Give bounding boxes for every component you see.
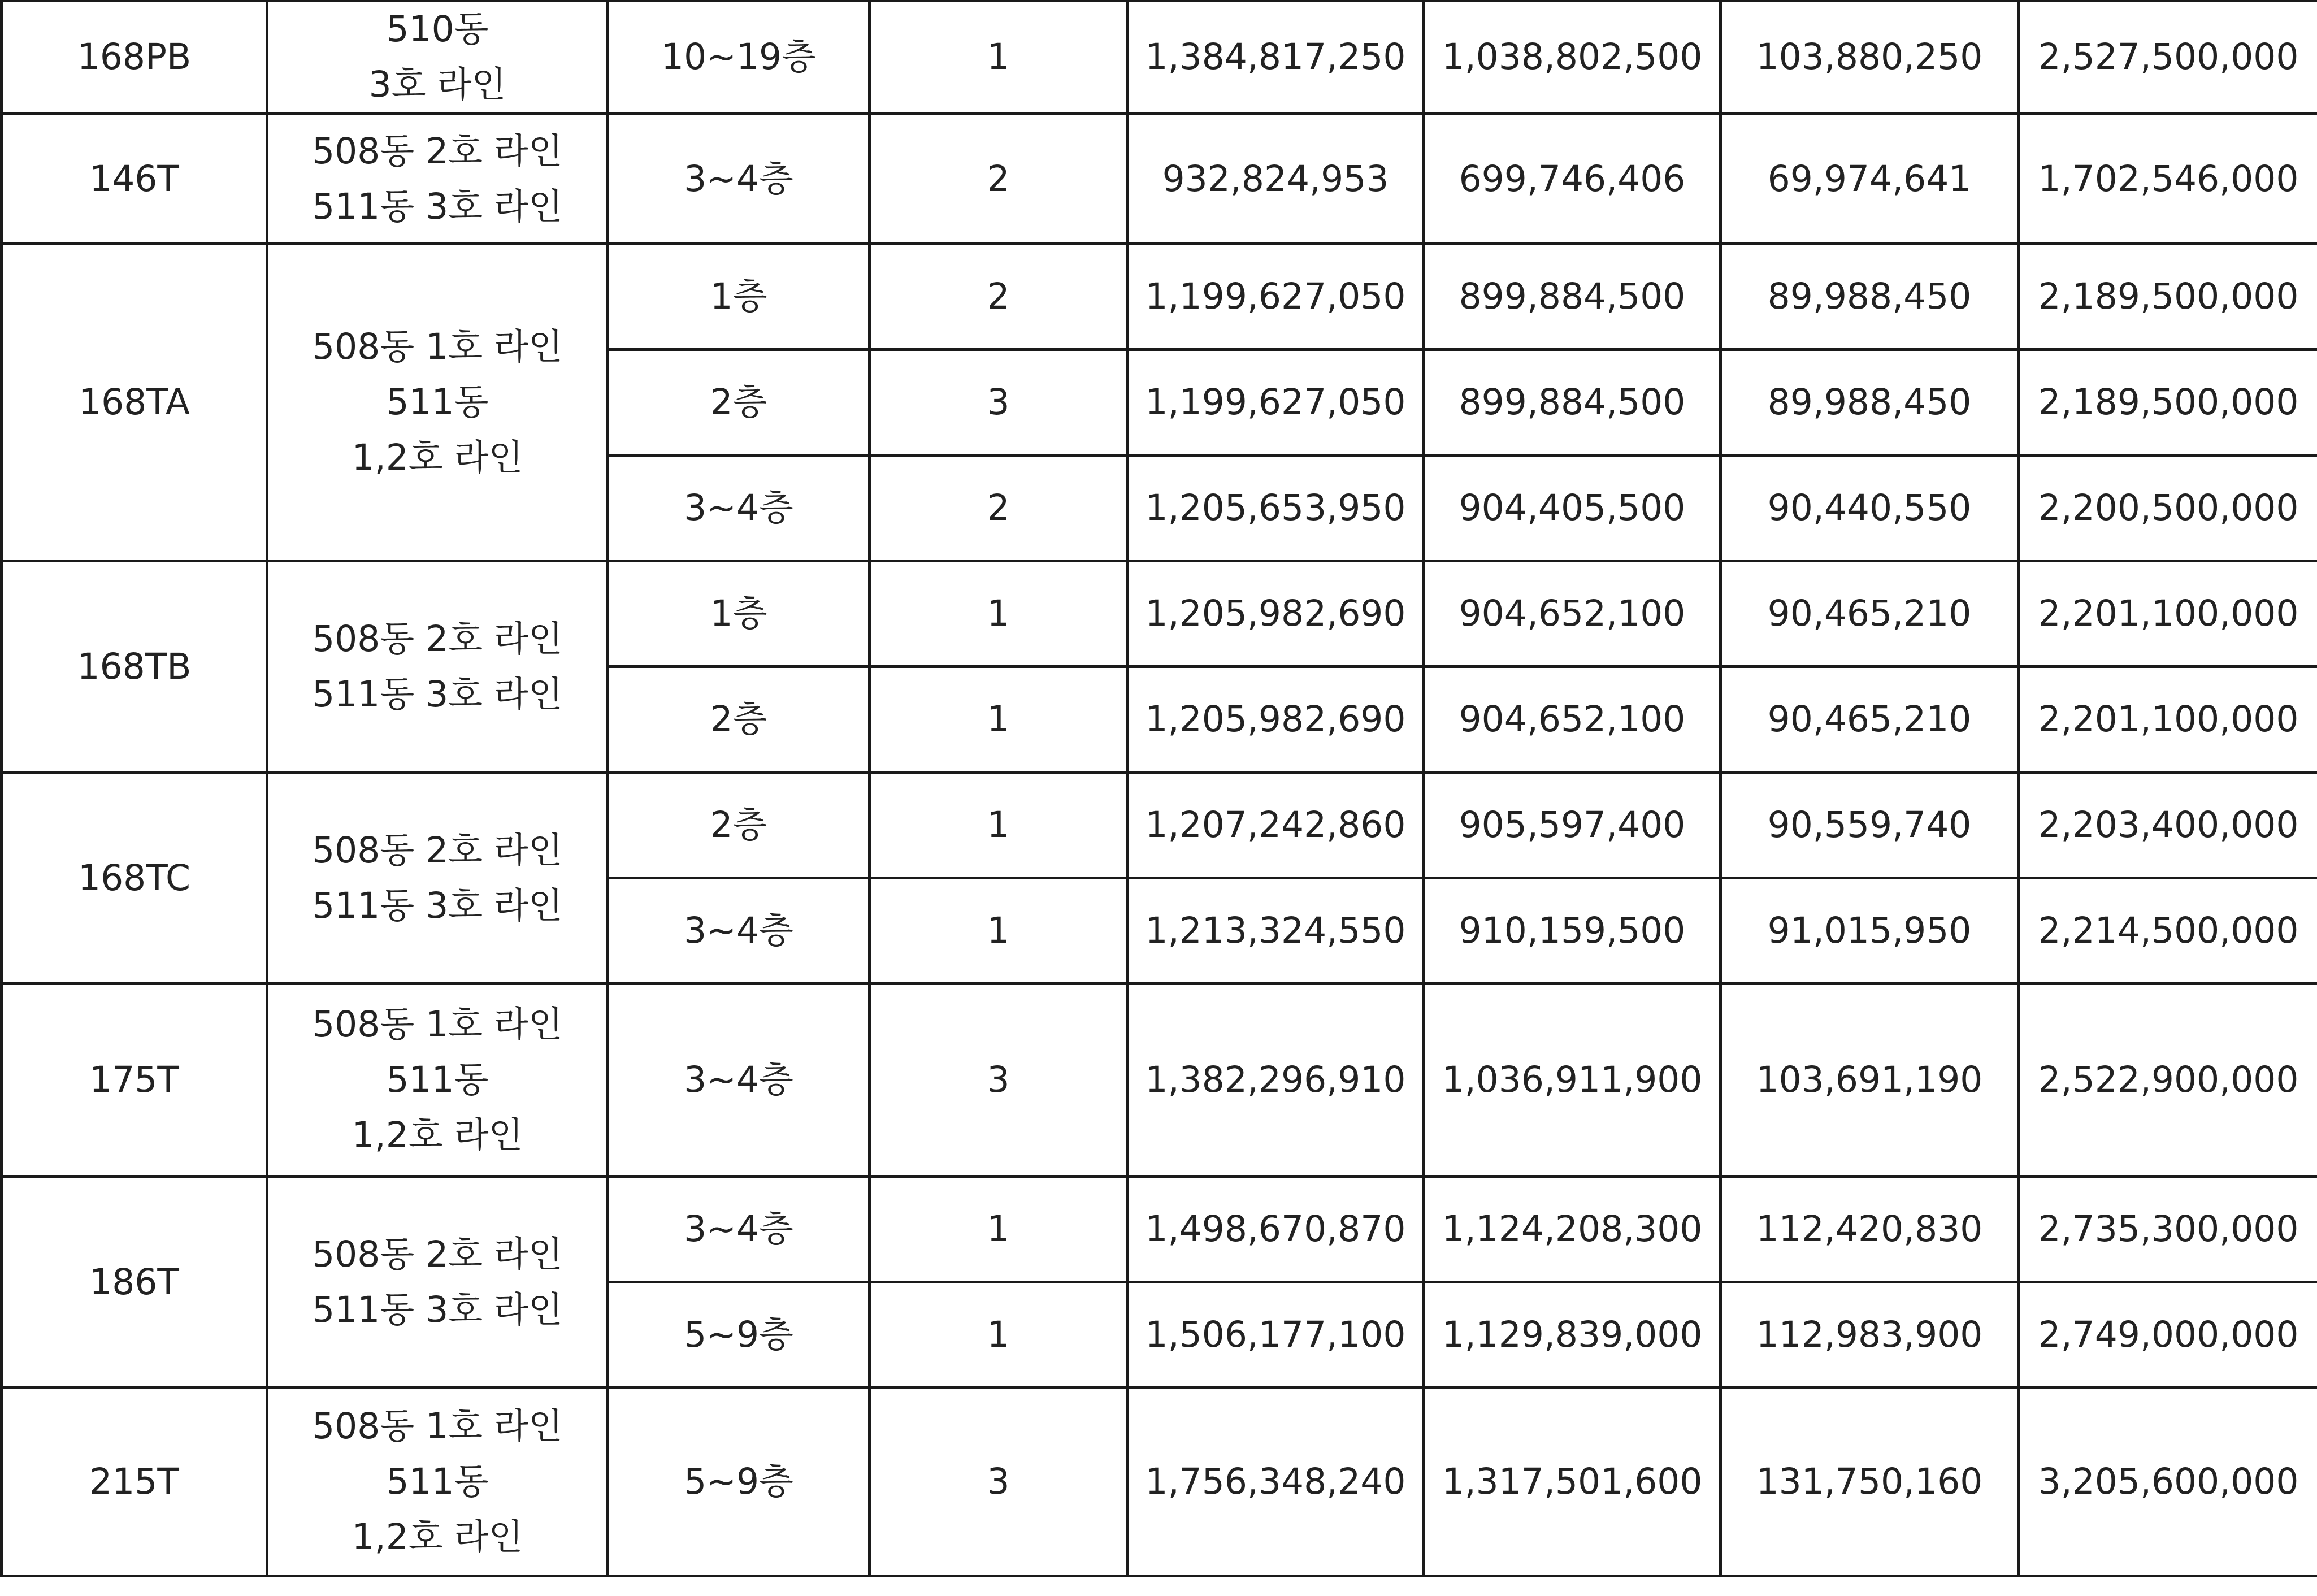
total-price-cell: 2,214,500,000 [2019,878,2317,984]
location-line: 1,2호 라인 [352,437,523,478]
floor-cell: 3~4층 [608,984,870,1177]
unit-type-cell: 146T [2,114,267,244]
unit-type-cell: 186T [2,1177,267,1388]
building-price-cell: 904,652,100 [1424,561,1721,667]
total-price-cell: 2,189,500,000 [2019,244,2317,350]
table-row [2,244,2317,350]
vat-cell: 103,880,250 [1721,1,2019,114]
total-price-cell: 2,527,500,000 [2019,1,2317,114]
floor-cell: 2층 [608,350,870,456]
building-price-cell: 910,159,500 [1424,878,1721,984]
total-price-cell: 3,205,600,000 [2019,1388,2317,1576]
location-cell [267,773,608,984]
location-cell [267,1177,608,1388]
location-line: 511동 3호 라인 [312,1289,563,1330]
floor-cell: 3~4층 [608,1177,870,1282]
location-line: 511동 3호 라인 [312,884,563,926]
units-cell: 1 [870,878,1127,984]
location-line: 511동 [386,381,489,423]
location-line: 508동 2호 라인 [312,1233,563,1275]
land-price-cell: 1,205,982,690 [1127,667,1424,773]
units-cell: 2 [870,114,1127,244]
building-price-cell: 1,036,911,900 [1424,984,1721,1177]
vat-cell: 112,420,830 [1721,1177,2019,1282]
vat-cell: 90,465,210 [1721,667,2019,773]
land-price-cell: 1,506,177,100 [1127,1282,1424,1388]
location-line: 508동 2호 라인 [312,618,563,660]
floor-cell: 3~4층 [608,114,870,244]
building-price-cell: 899,884,500 [1424,350,1721,456]
vat-cell: 91,015,950 [1721,878,2019,984]
total-price-cell: 2,735,300,000 [2019,1177,2317,1282]
total-price-cell: 2,203,400,000 [2019,773,2317,878]
table-body [2,1,2317,1576]
location-cell [267,244,608,561]
floor-cell: 2층 [608,667,870,773]
location-line: 511동 [386,1059,489,1100]
total-price-cell: 2,201,100,000 [2019,561,2317,667]
location-line: 508동 2호 라인 [312,130,563,172]
units-cell: 1 [870,1282,1127,1388]
location-line: 508동 2호 라인 [312,829,563,871]
unit-type-cell: 168TC [2,773,267,984]
vat-cell: 69,974,641 [1721,114,2019,244]
land-price-cell: 1,498,670,870 [1127,1177,1424,1282]
vat-cell: 112,983,900 [1721,1282,2019,1388]
units-cell: 1 [870,773,1127,878]
location-line: 511동 [386,1461,489,1502]
vat-cell: 90,440,550 [1721,456,2019,561]
unit-type-cell: 215T [2,1388,267,1576]
units-cell: 2 [870,456,1127,561]
vat-cell: 103,691,190 [1721,984,2019,1177]
location-line: 511동 3호 라인 [312,185,563,227]
building-price-cell: 699,746,406 [1424,114,1721,244]
total-price-cell: 2,201,100,000 [2019,667,2317,773]
building-price-cell: 904,652,100 [1424,667,1721,773]
unit-type-cell: 175T [2,984,267,1177]
land-price-cell: 1,213,324,550 [1127,878,1424,984]
units-cell: 1 [870,561,1127,667]
total-price-cell: 2,749,000,000 [2019,1282,2317,1388]
floor-cell: 1층 [608,561,870,667]
units-cell: 3 [870,1388,1127,1576]
location-line: 510동 [386,8,489,50]
location-cell [267,561,608,773]
location-cell [267,114,608,244]
table-row [2,561,2317,667]
location-line: 511동 3호 라인 [312,673,563,715]
land-price-cell: 1,199,627,050 [1127,350,1424,456]
land-price-cell: 1,199,627,050 [1127,244,1424,350]
location-cell [267,984,608,1177]
location-line: 508동 1호 라인 [312,326,563,367]
table-row [2,1388,2317,1576]
table-row [2,984,2317,1177]
unit-type-cell: 168TA [2,244,267,561]
location-cell [267,1,608,114]
unit-type-cell: 168PB [2,1,267,114]
floor-cell: 5~9층 [608,1282,870,1388]
land-price-cell: 1,205,653,950 [1127,456,1424,561]
land-price-cell: 1,205,982,690 [1127,561,1424,667]
table-row [2,114,2317,244]
building-price-cell: 899,884,500 [1424,244,1721,350]
total-price-cell: 2,189,500,000 [2019,350,2317,456]
table-row [2,1,2317,114]
vat-cell: 90,559,740 [1721,773,2019,878]
land-price-cell: 1,756,348,240 [1127,1388,1424,1576]
location-line: 1,2호 라인 [352,1114,523,1156]
location-line: 1,2호 라인 [352,1516,523,1558]
units-cell: 1 [870,667,1127,773]
units-cell: 1 [870,1177,1127,1282]
land-price-cell: 1,384,817,250 [1127,1,1424,114]
vat-cell: 89,988,450 [1721,244,2019,350]
units-cell: 1 [870,1,1127,114]
vat-cell: 131,750,160 [1721,1388,2019,1576]
building-price-cell: 905,597,400 [1424,773,1721,878]
floor-cell: 3~4층 [608,878,870,984]
units-cell: 3 [870,350,1127,456]
vat-cell: 89,988,450 [1721,350,2019,456]
land-price-cell: 932,824,953 [1127,114,1424,244]
location-line: 3호 라인 [368,64,506,105]
units-cell: 2 [870,244,1127,350]
building-price-cell: 1,038,802,500 [1424,1,1721,114]
total-price-cell: 1,702,546,000 [2019,114,2317,244]
building-price-cell: 904,405,500 [1424,456,1721,561]
location-line: 508동 1호 라인 [312,1004,563,1045]
units-cell: 3 [870,984,1127,1177]
table-row [2,1177,2317,1282]
floor-cell: 1층 [608,244,870,350]
floor-cell: 10~19층 [608,1,870,114]
location-cell [267,1388,608,1576]
total-price-cell: 2,200,500,000 [2019,456,2317,561]
table-row [2,773,2317,878]
building-price-cell: 1,317,501,600 [1424,1388,1721,1576]
building-price-cell: 1,124,208,300 [1424,1177,1721,1282]
floor-cell: 3~4층 [608,456,870,561]
location-line: 508동 1호 라인 [312,1406,563,1447]
floor-cell: 5~9층 [608,1388,870,1576]
unit-type-cell: 168TB [2,561,267,773]
building-price-cell: 1,129,839,000 [1424,1282,1721,1388]
land-price-cell: 1,382,296,910 [1127,984,1424,1177]
total-price-cell: 2,522,900,000 [2019,984,2317,1177]
floor-cell: 2층 [608,773,870,878]
vat-cell: 90,465,210 [1721,561,2019,667]
land-price-cell: 1,207,242,860 [1127,773,1424,878]
